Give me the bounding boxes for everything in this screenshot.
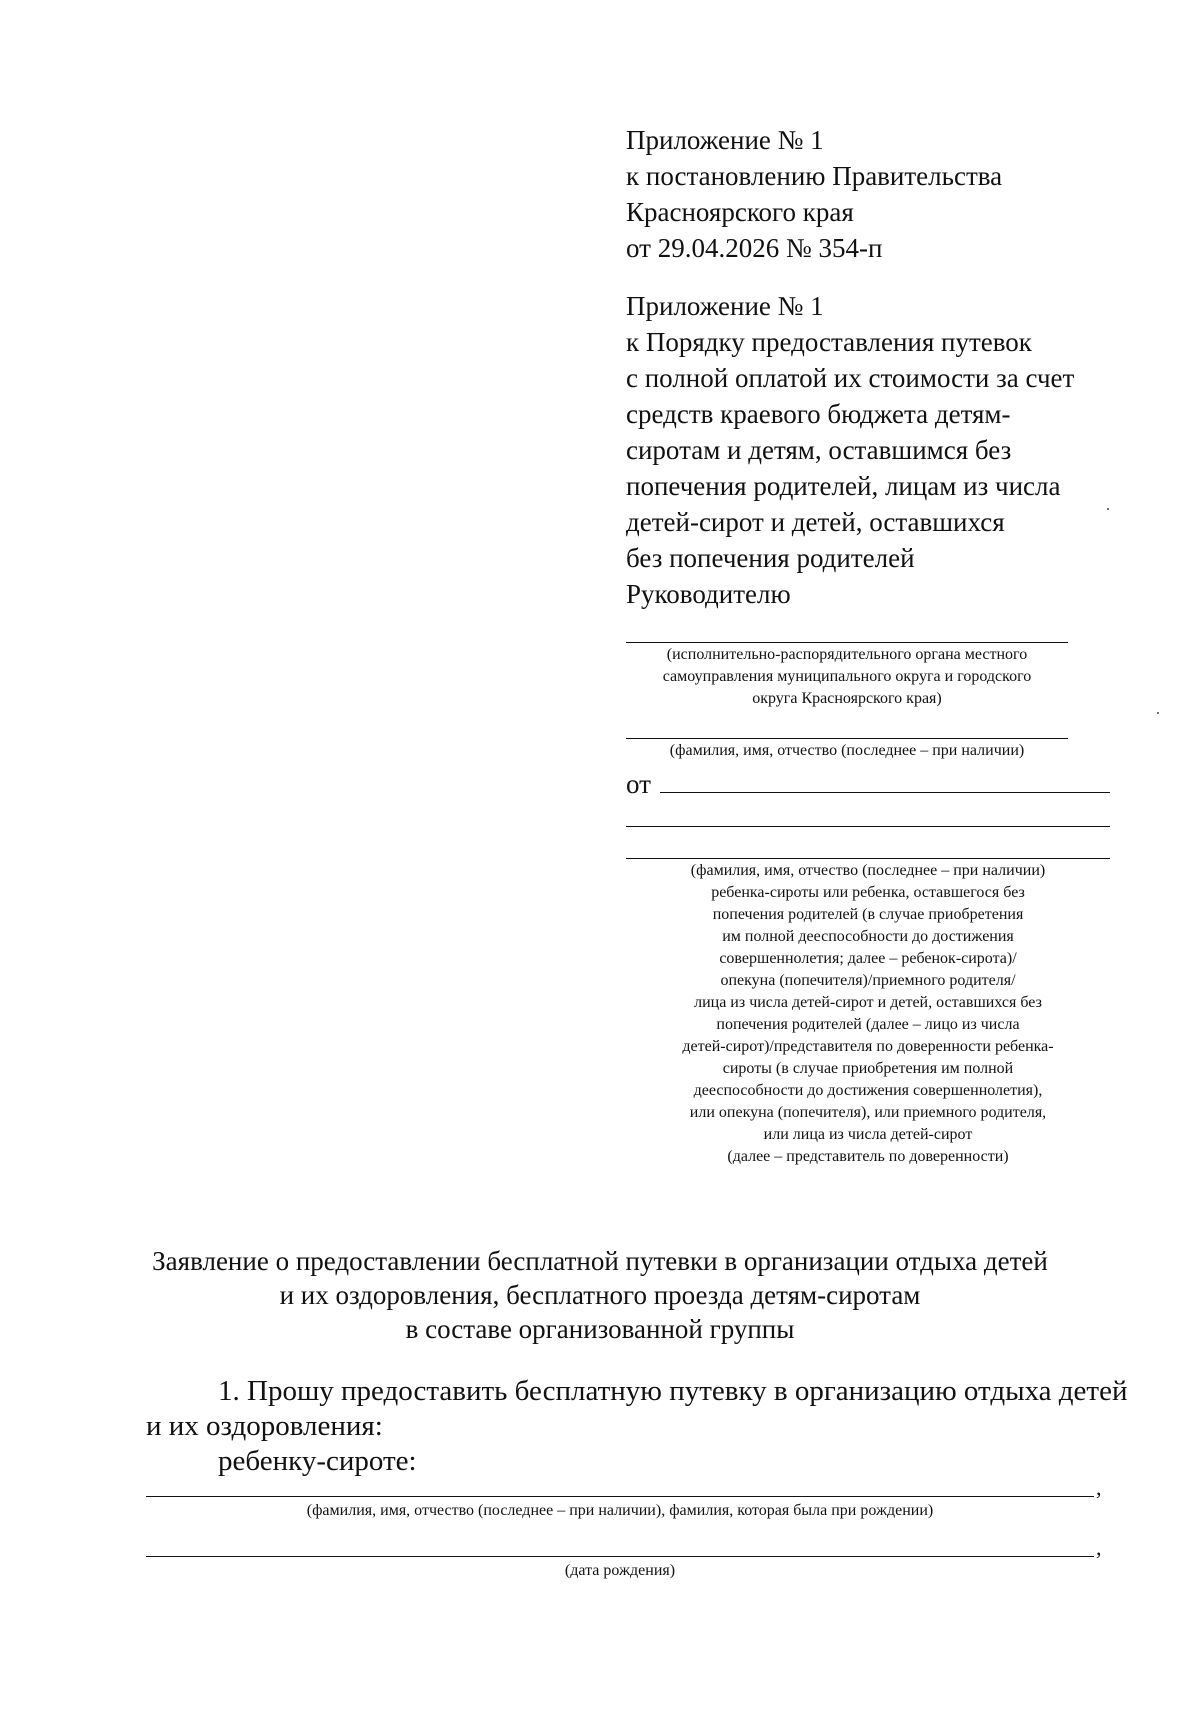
- applicant-name-field-line-1[interactable]: [660, 792, 1110, 793]
- caption-line: лица из числа детей-сирот и детей, оставшихся без: [694, 994, 1042, 1011]
- appendix-line: детей-сирот и детей, оставшихся: [626, 507, 1005, 537]
- heading-line: Заявление о предоставлении бесплатной путевки в организации отдыха детей: [152, 1246, 1048, 1276]
- org-name-field[interactable]: [626, 642, 1068, 643]
- head-name-field[interactable]: [626, 738, 1068, 739]
- recipient-title: Руководителю: [626, 579, 791, 609]
- request-paragraph-cont: и их оздоровления:: [146, 1410, 383, 1442]
- appendix-line: от 29.04.2026 № 354-п: [626, 233, 883, 263]
- caption-line: сироты (в случае приобретения им полной: [722, 1060, 1014, 1077]
- appendix-line: без попечения родителей: [626, 543, 915, 573]
- appendix-line: Приложение № 1: [626, 291, 824, 321]
- child-label: ребенку-сироте:: [218, 1445, 417, 1477]
- appendix-to-resolution: [626, 122, 1146, 266]
- caption-line: детей-сирот)/представителя по доверенности ребенка-: [682, 1038, 1054, 1055]
- org-name-caption: [626, 644, 1068, 710]
- scan-speck: [1157, 712, 1159, 714]
- scan-speck: [1107, 508, 1109, 510]
- dob-comma: ,: [1096, 1535, 1102, 1560]
- heading-line: в составе организованной группы: [405, 1314, 795, 1344]
- caption-line: попечения родителей (далее – лицо из числа: [716, 1016, 1020, 1033]
- applicant-name-field-line-3[interactable]: [626, 858, 1110, 859]
- document-heading: [100, 1244, 1100, 1346]
- caption-line: попечения родителей (в случае приобретения: [712, 906, 1024, 923]
- head-name-caption: (фамилия, имя, отчество (последнее – при наличии): [669, 742, 1025, 759]
- caption-line: самоуправления муниципального округа и городского: [662, 668, 1032, 685]
- caption-line: или лица из числа детей-сирот: [763, 1126, 973, 1143]
- caption-line: или опекуна (попечителя), или приемного родителя,: [689, 1104, 1047, 1121]
- appendix-line: с полной оплатой их стоимости за счет: [626, 363, 1075, 393]
- caption-line: ребенка-сироты или ребенка, оставшегося без: [711, 884, 1025, 901]
- heading-line: и их оздоровления, бесплатного проезда детям-сиротам: [279, 1280, 921, 1310]
- caption-line: дееспособности до достижения совершеннолетия),: [693, 1082, 1043, 1099]
- caption-line: округа Красноярского края): [752, 690, 942, 707]
- request-paragraph: 1. Прошу предоставить бесплатную путевку в организацию отдыха детей: [218, 1375, 1128, 1407]
- caption-line: (исполнительно-распорядительного органа местного: [666, 646, 1028, 663]
- caption-line: (фамилия, имя, отчество (последнее – при наличии): [690, 862, 1046, 879]
- child-dob-field[interactable]: [146, 1556, 1094, 1557]
- from-label: от: [626, 769, 651, 799]
- appendix-to-procedure: [626, 288, 1146, 576]
- caption-line: (далее – представитель по доверенности): [727, 1148, 1009, 1165]
- child-dob-caption: (дата рождения): [564, 1562, 676, 1579]
- caption-line: опекуна (попечителя)/приемного родителя/: [720, 972, 1016, 989]
- appendix-line: сиротам и детям, оставшимся без: [626, 435, 1012, 465]
- caption-line: совершеннолетия; далее – ребенок-сирота)/: [719, 950, 1017, 967]
- applicant-caption: [626, 860, 1110, 1168]
- child-name-field[interactable]: [146, 1496, 1094, 1497]
- name-comma: ,: [1096, 1475, 1102, 1500]
- appendix-line: к Порядку предоставления путевок: [626, 327, 1032, 357]
- caption-line: им полной дееспособности до достижения: [722, 928, 1014, 945]
- appendix-line: Приложение № 1: [626, 125, 824, 155]
- appendix-line: средств краевого бюджета детям-: [626, 399, 1011, 429]
- appendix-line: попечения родителей, лицам из числа: [626, 471, 1061, 501]
- appendix-line: Красноярского края: [626, 197, 854, 227]
- appendix-line: к постановлению Правительства: [626, 161, 1003, 191]
- child-name-caption: (фамилия, имя, отчество (последнее – при наличии), фамилия, которая была при рождении): [306, 1502, 934, 1519]
- applicant-name-field-line-2[interactable]: [626, 826, 1110, 827]
